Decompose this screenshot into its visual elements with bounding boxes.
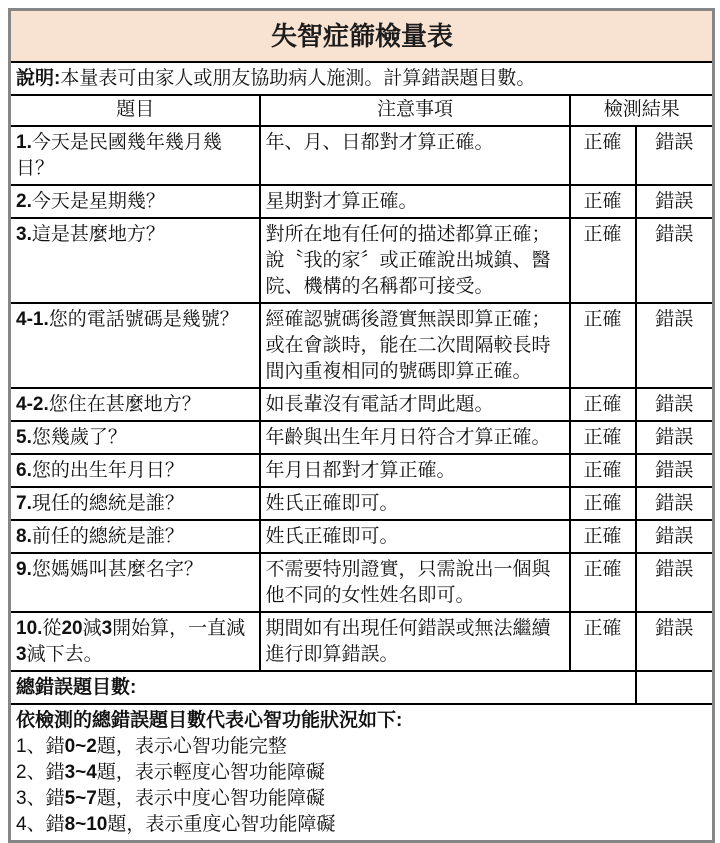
interpretation-heading: 依檢測的總錯誤題目數代表心智功能狀況如下: <box>16 709 403 731</box>
table-row-q10 <box>10 612 714 671</box>
column-header-notes: 注意事項 <box>260 95 570 126</box>
interpretation-row <box>10 704 714 842</box>
notes-text: 星期對才算正確。 <box>260 185 570 218</box>
table-row-q7 <box>10 487 714 520</box>
question-text: 3.這是甚麼地方？ <box>10 218 260 303</box>
table-row-q3 <box>10 218 714 303</box>
question-text: 10.從20減3開始算，一直減3減下去。 <box>10 612 260 671</box>
result-correct: 正確 <box>570 421 636 454</box>
table-row-q5 <box>10 421 714 454</box>
interpretation-item-3: 3、錯5~7題，表示中度心智功能障礙 <box>16 787 325 809</box>
result-correct: 正確 <box>570 218 636 303</box>
question-text: 7.現任的總統是誰？ <box>10 487 260 520</box>
page-title: 失智症篩檢量表 <box>10 10 714 62</box>
result-wrong: 錯誤 <box>636 553 714 612</box>
interpretation-item-2: 2、錯3~4題，表示輕度心智功能障礙 <box>16 761 325 783</box>
dementia-screening-table <box>8 8 715 843</box>
table-row-q9 <box>10 553 714 612</box>
instruction-text: 說明:本量表可由家人或朋友協助病人施測。計算錯誤題目數。 <box>10 62 714 95</box>
question-text: 9.您媽媽叫甚麼名字？ <box>10 553 260 612</box>
result-wrong: 錯誤 <box>636 185 714 218</box>
result-wrong: 錯誤 <box>636 421 714 454</box>
result-correct: 正確 <box>570 612 636 671</box>
question-text: 8.前任的總統是誰？ <box>10 520 260 553</box>
result-correct: 正確 <box>570 553 636 612</box>
table-row-q6 <box>10 454 714 487</box>
notes-text: 年齡與出生年月日符合才算正確。 <box>260 421 570 454</box>
title-row <box>10 10 714 62</box>
result-wrong: 錯誤 <box>636 388 714 421</box>
result-wrong: 錯誤 <box>636 303 714 388</box>
notes-text: 不需要特別證實，只需說出一個與他不同的女性姓名即可。 <box>260 553 570 612</box>
notes-text: 年月日都對才算正確。 <box>260 454 570 487</box>
total-errors-value <box>636 671 714 704</box>
table-row-q4-2 <box>10 388 714 421</box>
question-text: 4-2.您住在甚麼地方？ <box>10 388 260 421</box>
result-wrong: 錯誤 <box>636 126 714 185</box>
result-correct: 正確 <box>570 454 636 487</box>
notes-text: 如長輩沒有電話才問此題。 <box>260 388 570 421</box>
total-errors-row <box>10 671 714 704</box>
question-text: 1.今天是民國幾年幾月幾日？ <box>10 126 260 185</box>
column-header-result: 檢測結果 <box>570 95 714 126</box>
result-wrong: 錯誤 <box>636 454 714 487</box>
result-wrong: 錯誤 <box>636 612 714 671</box>
notes-text: 姓氏正確即可。 <box>260 487 570 520</box>
interpretation-item-4: 4、錯8~10題，表示重度心智功能障礙 <box>16 813 336 835</box>
table-row-q8 <box>10 520 714 553</box>
question-text: 6.您的出生年月日？ <box>10 454 260 487</box>
result-correct: 正確 <box>570 185 636 218</box>
table-row-q2 <box>10 185 714 218</box>
question-text: 2.今天是星期幾？ <box>10 185 260 218</box>
notes-text: 年、月、日都對才算正確。 <box>260 126 570 185</box>
interpretation-cell <box>10 704 714 842</box>
question-text: 4-1.您的電話號碼是幾號？ <box>10 303 260 388</box>
instruction-row <box>10 62 714 95</box>
column-header-row <box>10 95 714 126</box>
result-correct: 正確 <box>570 520 636 553</box>
result-wrong: 錯誤 <box>636 487 714 520</box>
result-wrong: 錯誤 <box>636 520 714 553</box>
table-row-q4-1 <box>10 303 714 388</box>
notes-text: 對所在地有任何的描述都算正確；說〝我的家〞或正確說出城鎮、醫院、機構的名稱都可接受。 <box>260 218 570 303</box>
result-correct: 正確 <box>570 126 636 185</box>
result-correct: 正確 <box>570 303 636 388</box>
interpretation-item-1: 1、錯0~2題，表示心智功能完整 <box>16 735 287 757</box>
column-header-question: 題目 <box>10 95 260 126</box>
result-wrong: 錯誤 <box>636 218 714 303</box>
notes-text: 經確認號碼後證實無誤即算正確；或在會談時，能在二次間隔較長時間內重複相同的號碼即算正確。 <box>260 303 570 388</box>
notes-text: 期間如有出現任何錯誤或無法繼續進行即算錯誤。 <box>260 612 570 671</box>
notes-text: 姓氏正確即可。 <box>260 520 570 553</box>
result-correct: 正確 <box>570 487 636 520</box>
table-row-q1 <box>10 126 714 185</box>
total-errors-label: 總錯誤題目數: <box>10 671 636 704</box>
question-text: 5.您幾歲了？ <box>10 421 260 454</box>
result-correct: 正確 <box>570 388 636 421</box>
